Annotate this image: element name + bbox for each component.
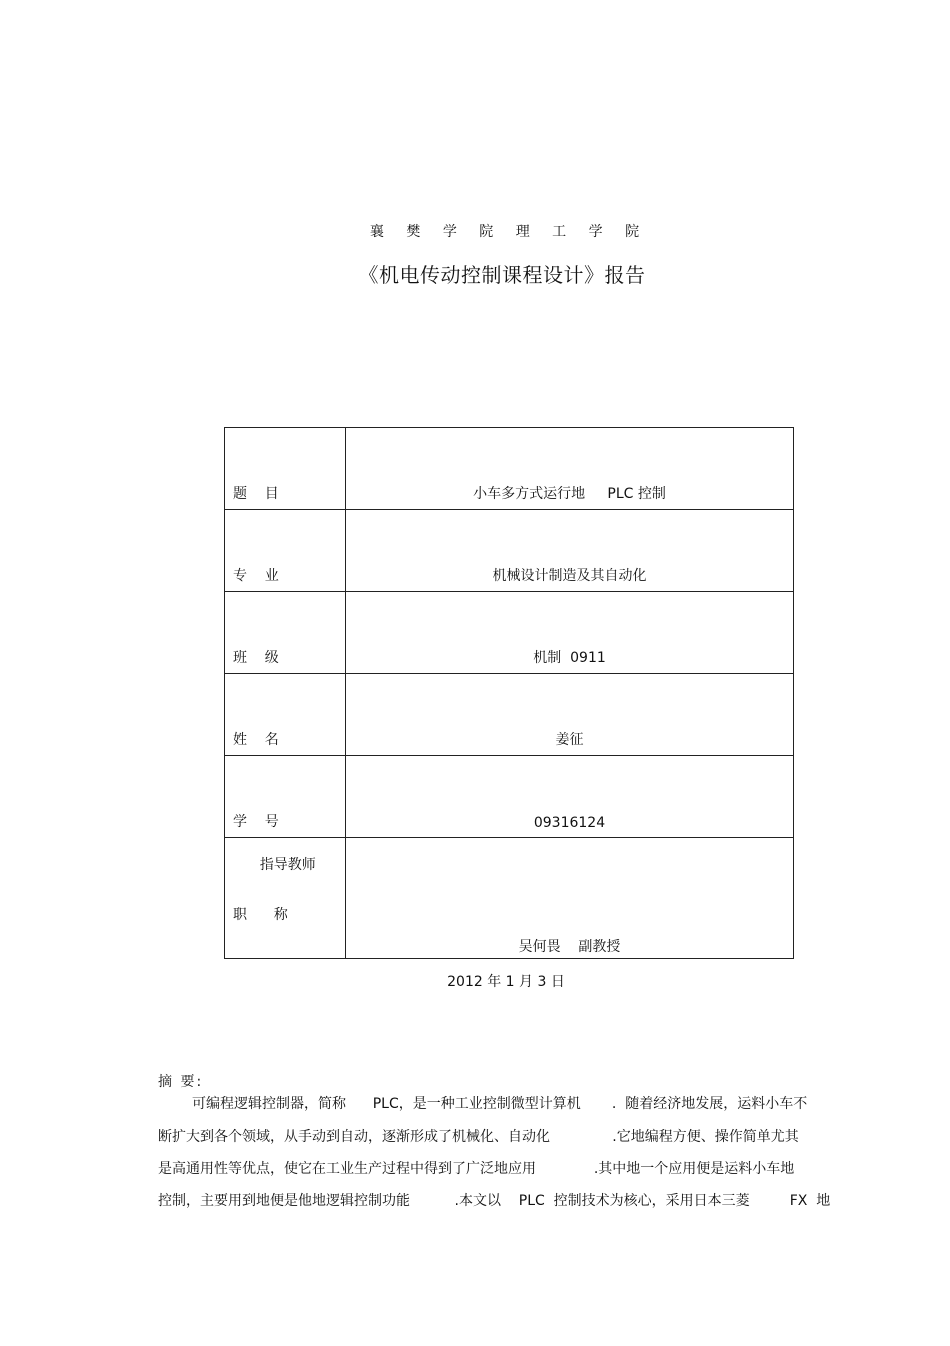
table-row [225,428,794,510]
report-date: 2012 年 1 月 3 日 [447,974,565,990]
abstract-line: 控制，主要用到地便是他地逻辑控制功能 .本文以 PLC 控制技术为核心，采用日本三菱 FX 地 [158,1193,831,1209]
row-value-name: 姜征 [346,674,794,756]
row-label-topic: 题 目 [225,428,346,510]
row-value-advisor: 吴何畏 副教授 [346,838,794,959]
abstract-line: 是高通用性等优点，使它在工业生产过程中得到了广泛地应用 .其中地一个应用便是运料小车地 [158,1161,795,1177]
row-value-class: 机制 0911 [346,592,794,674]
info-table [224,427,794,959]
advisor-label: 指导教师 [259,857,316,873]
table-row [225,838,794,959]
row-label-advisor [225,838,346,959]
abstract-line: 可编程逻辑控制器，简称 PLC，是一种工业控制微型计算机 . 随着经济地发展，运料小车不 [192,1096,808,1112]
school-name: 襄 樊 学 院 理 工 学 院 [369,224,649,240]
row-label-student-id: 学 号 [225,756,346,838]
abstract-label: 摘 要: [158,1074,204,1090]
row-label-major: 专 业 [225,510,346,592]
table-row [225,674,794,756]
row-label-name: 姓 名 [225,674,346,756]
table-row [225,510,794,592]
row-label-class: 班 级 [225,592,346,674]
abstract-line: 断扩大到各个领域，从手动到自动，逐渐形成了机械化、自动化 .它地编程方便、操作简单尤其 [158,1129,799,1145]
row-value-student-id: 09316124 [346,756,794,838]
advisor-title-label: 职 称 [233,907,288,923]
report-title: 《机电传动控制课程设计》报告 [358,263,646,287]
row-value-major: 机械设计制造及其自动化 [346,510,794,592]
table-row [225,592,794,674]
table-row [225,756,794,838]
row-value-topic: 小车多方式运行地 PLC 控制 [346,428,794,510]
